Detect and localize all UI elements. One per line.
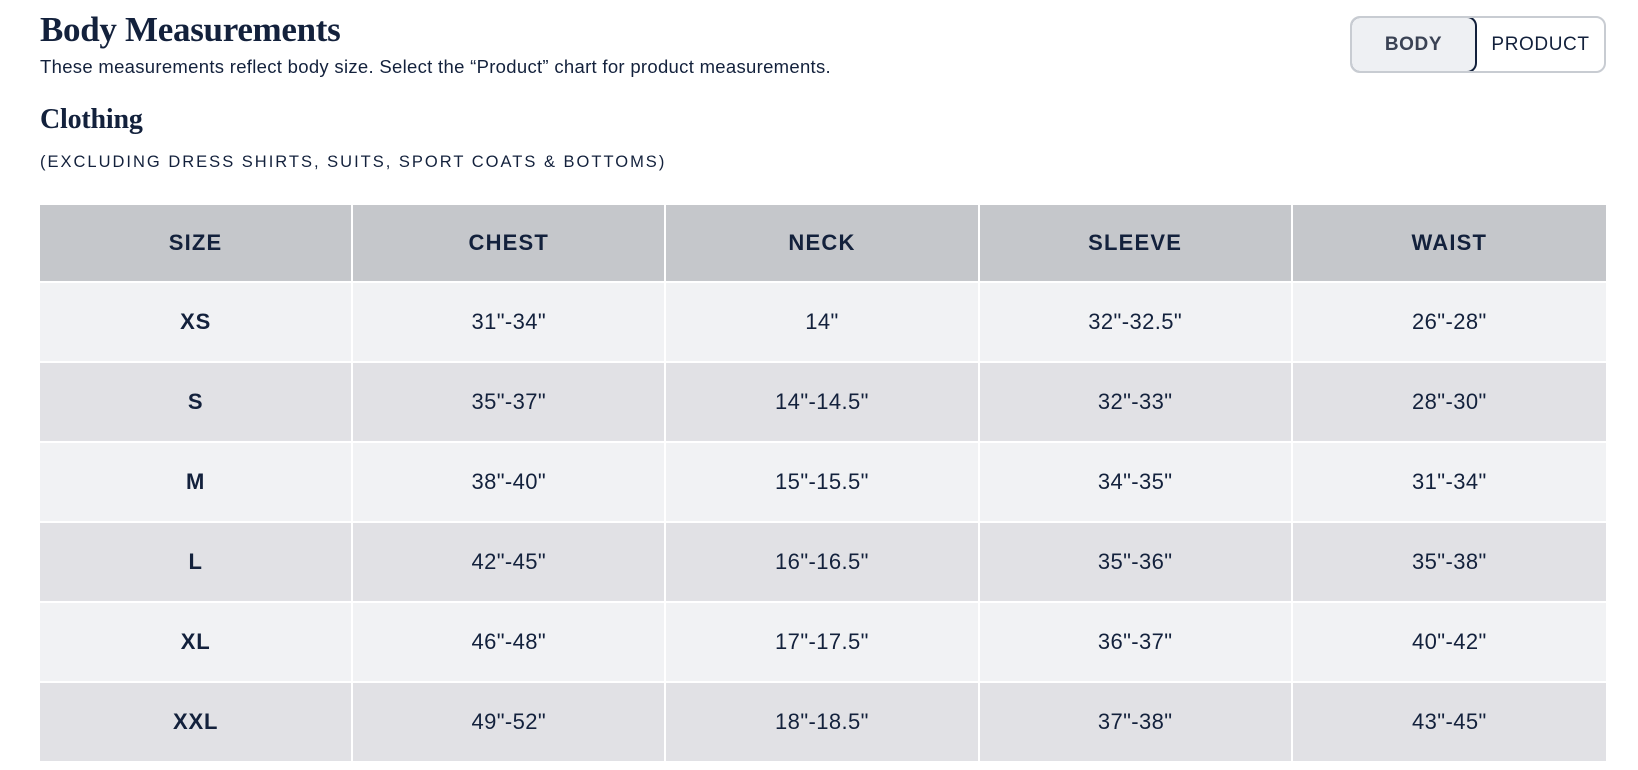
sleeve-cell: 34"-35" [980, 443, 1293, 523]
neck-cell: 14"-14.5" [666, 363, 979, 443]
chest-cell: 35"-37" [353, 363, 666, 443]
chest-cell: 46"-48" [353, 603, 666, 683]
chest-cell: 49"-52" [353, 683, 666, 761]
waist-cell: 26"-28" [1293, 283, 1606, 363]
chest-cell: 31"-34" [353, 283, 666, 363]
section-title: Clothing [40, 104, 143, 135]
neck-cell: 17"-17.5" [666, 603, 979, 683]
product-button[interactable]: PRODUCT [1491, 33, 1590, 55]
table-row [40, 603, 1606, 683]
neck-cell: 18"-18.5" [666, 683, 979, 761]
sleeve-cell: 36"-37" [980, 603, 1293, 683]
body-button[interactable]: BODY [1350, 16, 1477, 73]
waist-cell: 35"-38" [1293, 523, 1606, 603]
header-neck: NECK [666, 205, 979, 283]
table-row [40, 683, 1606, 761]
page-title: Body Measurements [40, 10, 341, 49]
table-row [40, 443, 1606, 523]
size-cell: XXL [40, 683, 353, 761]
neck-cell: 14" [666, 283, 979, 363]
header-waist: WAIST [1293, 205, 1606, 283]
page-subtitle: These measurements reflect body size. Select the “Product” chart for product measurements. [40, 56, 831, 77]
table-row [40, 523, 1606, 603]
neck-cell: 16"-16.5" [666, 523, 979, 603]
section-note: (EXCLUDING DRESS SHIRTS, SUITS, SPORT COATS & BOTTOMS) [40, 153, 667, 171]
sleeve-cell: 35"-36" [980, 523, 1293, 603]
chest-cell: 38"-40" [353, 443, 666, 523]
waist-cell: 40"-42" [1293, 603, 1606, 683]
sleeve-cell: 32"-33" [980, 363, 1293, 443]
chest-cell: 42"-45" [353, 523, 666, 603]
header-size: SIZE [40, 205, 353, 283]
size-cell: XL [40, 603, 353, 683]
table-row [40, 283, 1606, 363]
size-cell: S [40, 363, 353, 443]
waist-cell: 31"-34" [1293, 443, 1606, 523]
size-cell: M [40, 443, 353, 523]
waist-cell: 43"-45" [1293, 683, 1606, 761]
table-header-row [40, 205, 1606, 283]
table-row [40, 363, 1606, 443]
measurement-type-toggle [1350, 16, 1606, 73]
waist-cell: 28"-30" [1293, 363, 1606, 443]
header-sleeve: SLEEVE [980, 205, 1293, 283]
header-chest: CHEST [353, 205, 666, 283]
size-chart-table [40, 205, 1606, 761]
sleeve-cell: 37"-38" [980, 683, 1293, 761]
sleeve-cell: 32"-32.5" [980, 283, 1293, 363]
neck-cell: 15"-15.5" [666, 443, 979, 523]
size-cell: L [40, 523, 353, 603]
size-cell: XS [40, 283, 353, 363]
